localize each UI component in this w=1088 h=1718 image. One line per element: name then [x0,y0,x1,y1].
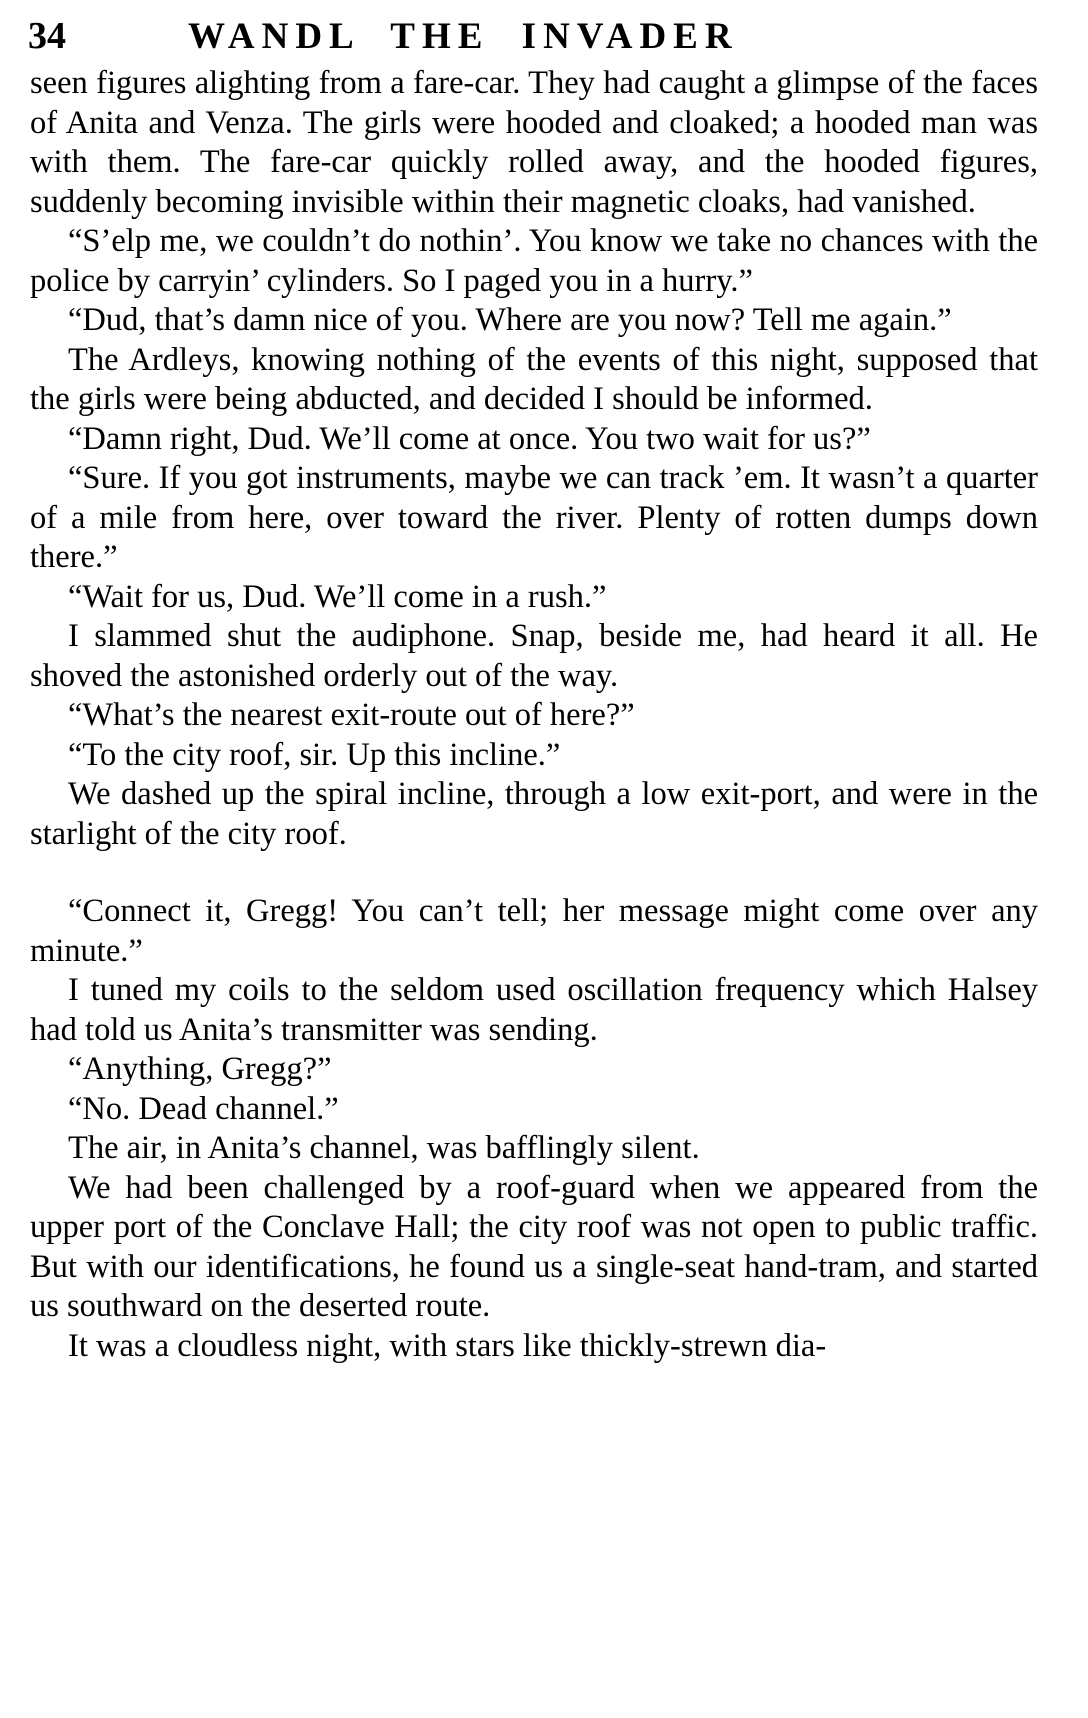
paragraph: “What’s the nearest exit-route out of here?” [68,697,635,733]
paragraph: “To the city roof, sir. Up this incline.” [68,736,561,773]
paragraph: It was a cloudless night, with stars like thickly-strewn dia- [68,1327,827,1364]
paragraph: seen figures alighting from a fare-car. They had caught a glimpse of the faces of Anita and Venza. The girls were hooded and cloaked; a hooded man was with them. The fare-car quickly rolled away, and the hooded figures, suddenly becoming invisible within their magnetic cloaks, had vanished. [30,65,1038,220]
paragraph: The air, in Anita’s channel, was bafflingly silent. [68,1130,700,1166]
paragraph: I slammed shut the audiphone. Snap, beside me, had heard it all. He shoved the astonished orderly out of the way. [30,618,1038,694]
running-title: WANDL THE INVADER [188,16,739,57]
page-header [24,14,1048,58]
paragraph: We dashed up the spiral incline, through a low exit-port, and were in the starlight of the city roof. [30,776,1038,852]
paragraph: “Wait for us, Dud. We’ll come in a rush.” [68,578,607,615]
paragraph: I tuned my coils to the seldom used oscillation frequency which Halsey had told us Anita’s transmitter was sending. [30,972,1038,1048]
paragraph: “S’elp me, we couldn’t do nothin’. You know we take no chances with the police by carryin’ cylinders. So I paged you in a hurry.” [30,223,1038,299]
page-number: 34 [28,15,66,57]
paragraph: “Damn right, Dud. We’ll come at once. You two wait for us?” [68,420,871,457]
paragraph: The Ardleys, knowing nothing of the events of this night, supposed that the girls were being abducted, and decided I should be informed. [30,341,1038,417]
paragraph: “Sure. If you got instruments, maybe we can track ’em. It wasn’t a quarter of a mile from here, over toward the river. Plenty of rotten dumps down there.” [30,460,1038,575]
paragraph: “Connect it, Gregg! You can’t tell; her message might come over any minute.” [30,893,1038,969]
paragraph: “Anything, Gregg?” [68,1051,332,1087]
paragraph: “No. Dead channel.” [68,1090,339,1127]
page-body [24,64,1048,1366]
paragraph: “Dud, that’s damn nice of you. Where are you now? Tell me again.” [68,302,952,338]
paragraph: We had been challenged by a roof-guard when we appeared from the upper port of the Conclave Hall; the city roof was not open to public traffic. But with our identifications, he found us a single-seat hand-tram, and started us southward on the deserted route. [30,1169,1038,1324]
section-break [30,854,1038,892]
